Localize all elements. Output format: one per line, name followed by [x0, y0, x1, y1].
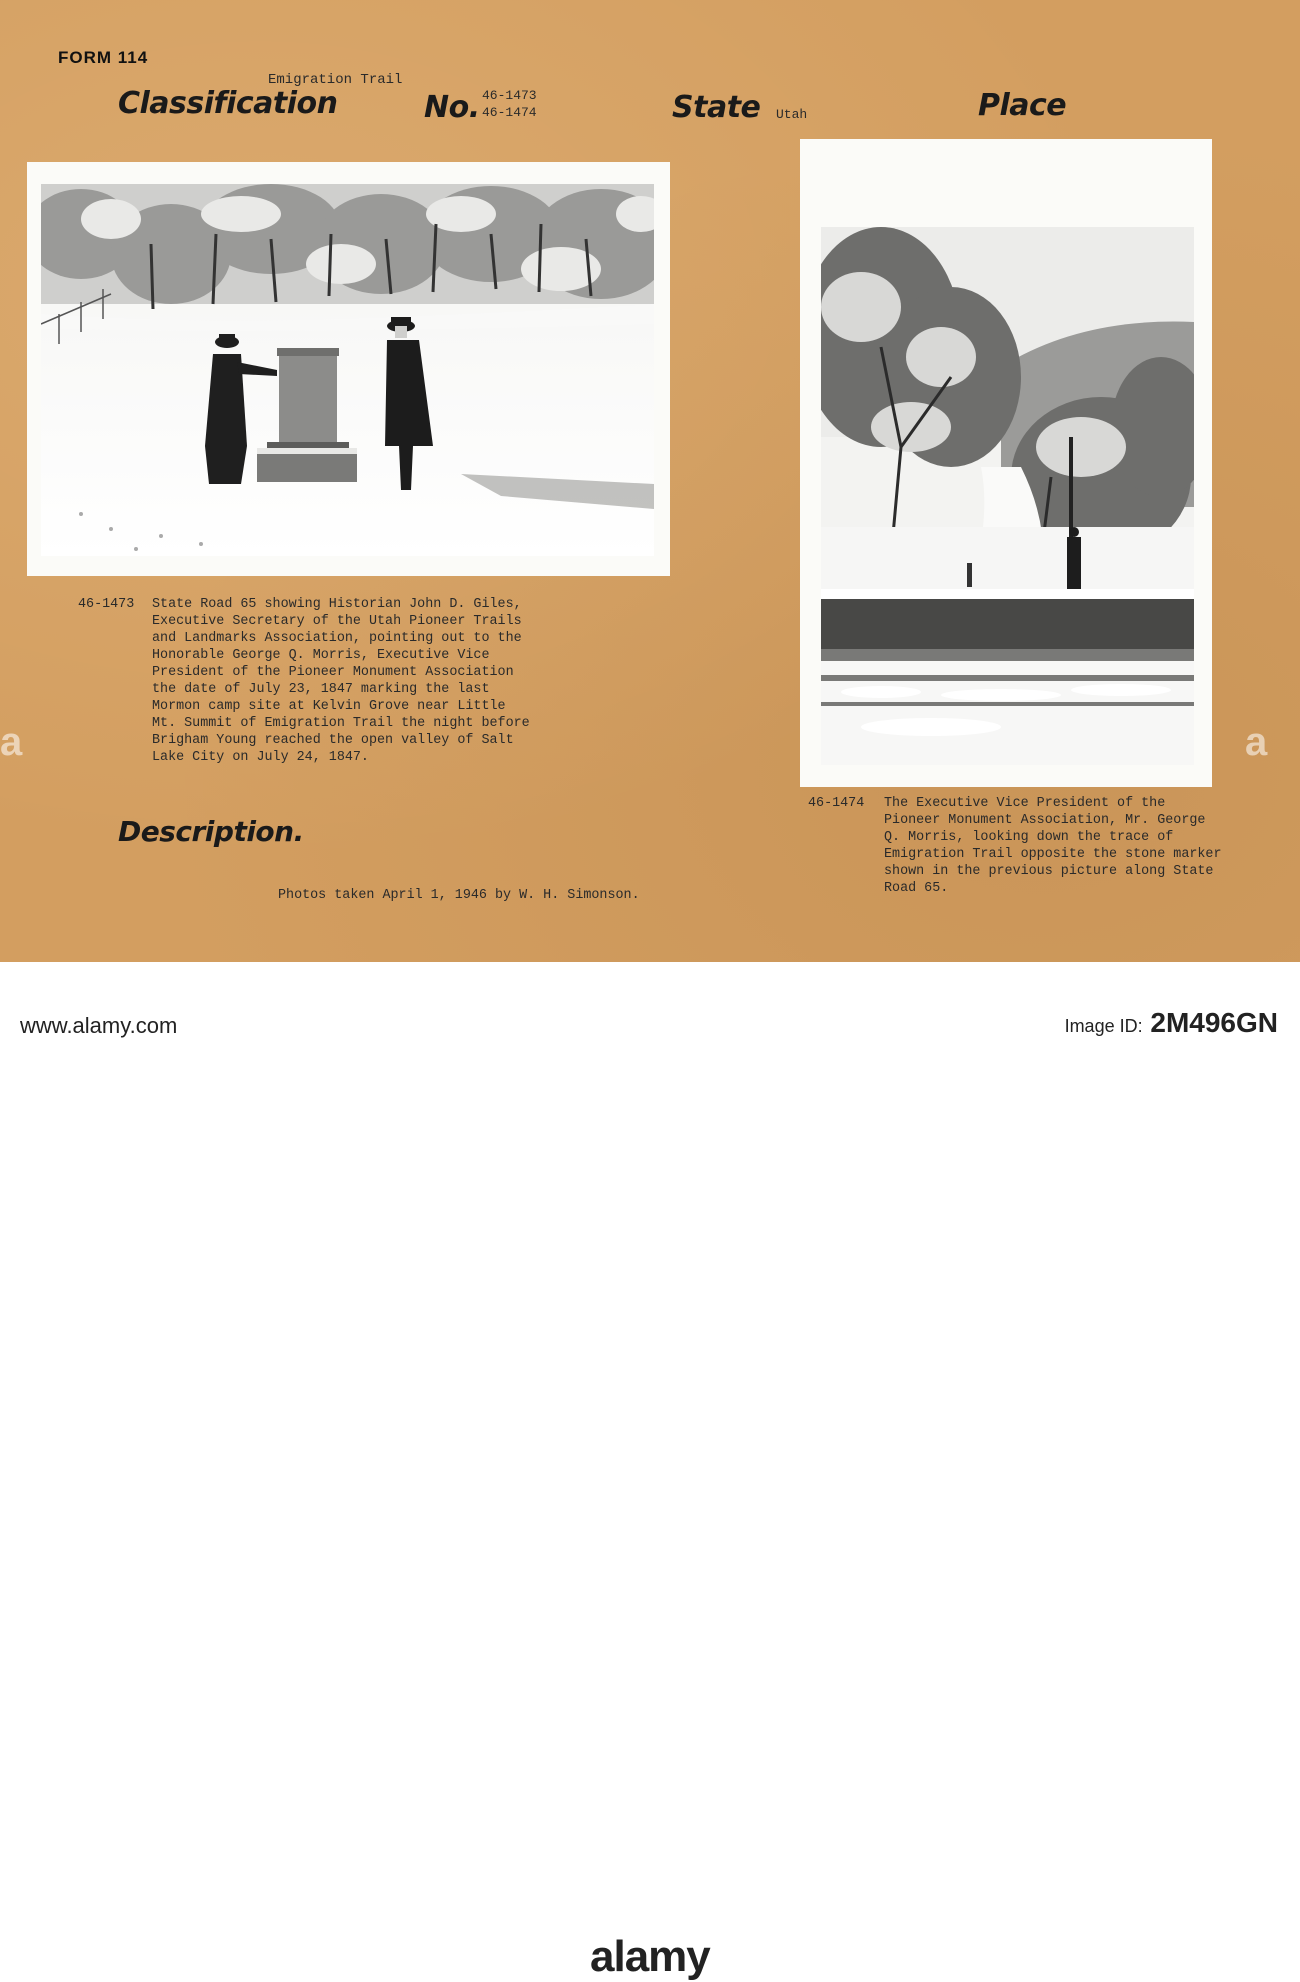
watermark-site: www.alamy.com	[20, 1013, 178, 1038]
no-value-1: 46-1473	[482, 88, 537, 103]
watermark-side-left: a	[0, 720, 23, 764]
caption-1-line: Mt. Summit of Emigration Trail the night before	[152, 716, 530, 731]
no-value-2: 46-1474	[482, 105, 537, 120]
image-id-value: 2M496GN	[1150, 1007, 1278, 1038]
caption-1	[152, 596, 530, 766]
snowy-monument-image	[41, 184, 654, 556]
classification-label: Classification	[118, 86, 338, 121]
caption-1-line: Brigham Young reached the open valley of Salt	[152, 733, 514, 748]
caption-2	[884, 795, 1222, 897]
photo-monument	[41, 184, 654, 556]
caption-2-line: Q. Morris, looking down the trace of	[884, 830, 1174, 845]
caption-1-line: Mormon camp site at Kelvin Grove near Little	[152, 699, 506, 714]
caption-2-line: Pioneer Monument Association, Mr. George	[884, 813, 1206, 828]
image-id-label: Image ID:	[1064, 1016, 1143, 1036]
photo-mount-1	[27, 162, 670, 576]
caption-1-line: Lake City on July 24, 1847.	[152, 750, 369, 765]
caption-1-line: President of the Pioneer Monument Association	[152, 665, 514, 680]
form-sheet	[0, 0, 1300, 962]
description-text: Photos taken April 1, 1946 by W. H. Simonson.	[278, 888, 640, 903]
state-value: Utah	[776, 107, 808, 122]
caption-2-line: Road 65.	[884, 881, 949, 896]
place-label: Place	[978, 88, 1067, 123]
watermark-strip	[0, 962, 1300, 1981]
classification-value: Emigration Trail	[268, 72, 403, 88]
caption-2-line: shown in the previous picture along State	[884, 864, 1214, 879]
caption-1-line: State Road 65 showing Historian John D. Giles,	[152, 597, 522, 612]
photo-mount-2	[800, 139, 1212, 787]
caption-1-line: the date of July 23, 1847 marking the last	[152, 682, 490, 697]
caption-1-line: Executive Secretary of the Utah Pioneer Trails	[152, 614, 522, 629]
watermark-side-right: a	[1245, 720, 1268, 764]
description-label: Description.	[118, 815, 304, 848]
caption-1-line: Honorable George Q. Morris, Executive Vice	[152, 648, 490, 663]
snowy-trail-image	[821, 227, 1194, 765]
caption-1-line: and Landmarks Association, pointing out to the	[152, 631, 522, 646]
caption-2-line: The Executive Vice President of the	[884, 796, 1166, 811]
caption-2-line: Emigration Trail opposite the stone marker	[884, 847, 1222, 862]
state-label: State	[672, 90, 761, 125]
alamy-logo: alamy	[590, 1932, 710, 1981]
photo-trail	[821, 227, 1194, 765]
no-label: No.	[424, 90, 480, 125]
watermark-image-id	[1065, 1007, 1278, 1039]
caption-2-id: 46-1474	[808, 796, 865, 811]
form-number: FORM 114	[58, 48, 149, 67]
caption-1-id: 46-1473	[78, 597, 135, 612]
